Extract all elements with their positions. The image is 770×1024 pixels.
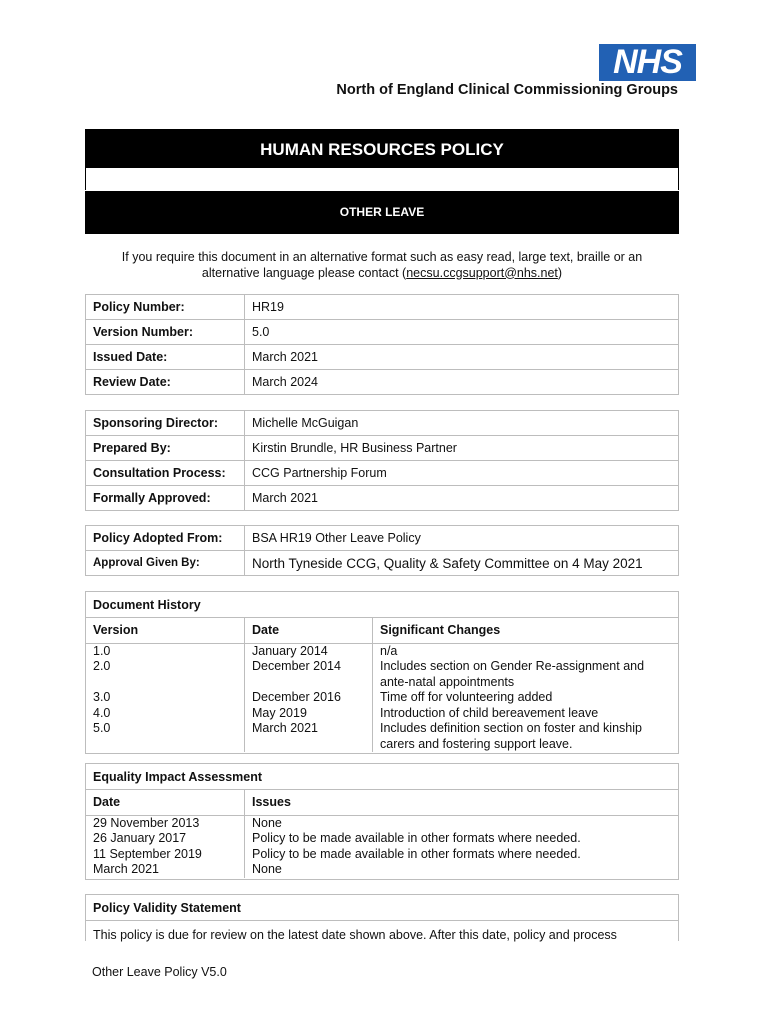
section-heading: Equality Impact Assessment <box>86 764 678 790</box>
field-label: Approval Given By: <box>86 551 245 576</box>
change-cell: n/a <box>380 643 398 658</box>
change-cell: carers and fostering support leave. <box>380 736 573 751</box>
validity-statement <box>85 894 679 941</box>
date-cell: 29 November 2013 <box>93 815 200 830</box>
field-value: March 2024 <box>245 370 679 395</box>
document-history-table <box>85 591 679 754</box>
section-heading: Document History <box>86 592 678 618</box>
page-footer: Other Leave Policy V5.0 <box>92 965 227 979</box>
column-header: Issues <box>252 795 291 809</box>
table-row <box>86 295 679 320</box>
column-header: Version <box>86 618 245 643</box>
spacer <box>252 737 365 753</box>
column-header: Significant Changes <box>380 623 501 637</box>
table-row <box>86 436 679 461</box>
field-value: BSA HR19 Other Leave Policy <box>245 526 679 551</box>
field-value: North Tyneside CCG, Quality & Safety Committee on 4 May 2021 <box>245 551 679 576</box>
issue-cell: None <box>252 815 282 830</box>
spacer <box>93 737 237 753</box>
date-column <box>245 644 373 753</box>
column-header: Date <box>245 618 373 643</box>
field-label: Review Date: <box>86 370 245 395</box>
change-cell: Time off for volunteering added <box>380 690 553 704</box>
table-row <box>86 411 679 436</box>
date-cell: December 2016 <box>252 690 341 704</box>
change-cell: Introduction of child bereavement leave <box>380 705 599 720</box>
changes-column <box>373 644 678 753</box>
table-row <box>86 370 679 395</box>
column-header: Date <box>86 790 245 815</box>
column-header-row <box>86 618 678 644</box>
version-column <box>86 644 245 753</box>
field-label: Consultation Process: <box>86 461 245 486</box>
issue-cell: Policy to be made available in other formats where needed. <box>252 831 581 845</box>
field-value: CCG Partnership Forum <box>245 461 679 486</box>
field-label: Prepared By: <box>86 436 245 461</box>
title-spacer <box>85 168 679 190</box>
column-header-row <box>86 790 678 816</box>
field-value: 5.0 <box>245 320 679 345</box>
policy-info-table <box>85 294 679 395</box>
issue-cell: None <box>252 862 282 876</box>
issue-cell: Policy to be made available in other formats where needed. <box>252 846 581 861</box>
change-cell: Includes section on Gender Re-assignment and <box>380 659 645 673</box>
version-cell: 5.0 <box>93 721 111 735</box>
date-cell: 11 September 2019 <box>93 846 202 861</box>
field-value: Kirstin Brundle, HR Business Partner <box>245 436 679 461</box>
date-cell: January 2014 <box>252 643 328 658</box>
validity-text: This policy is due for review on the latest date shown above. After this date, policy and process <box>93 928 617 942</box>
notice-line-1: If you require this document in an alternative format such as easy read, large text, braille or an <box>121 250 643 264</box>
field-value: March 2021 <box>245 345 679 370</box>
field-value: March 2021 <box>245 486 679 511</box>
version-cell: 4.0 <box>93 705 111 720</box>
contact-email-link[interactable]: necsu.ccgsupport@nhs.net <box>406 265 558 280</box>
table-row <box>86 345 679 370</box>
version-cell: 1.0 <box>93 643 111 658</box>
field-value: Michelle McGuigan <box>245 411 679 436</box>
field-value: HR19 <box>245 295 679 320</box>
field-label: Issued Date: <box>86 345 245 370</box>
section-heading: Policy Validity Statement <box>86 895 678 921</box>
organisation-name: North of England Clinical Commissioning Groups <box>336 82 678 98</box>
table-row <box>86 551 679 576</box>
table-row <box>86 816 678 879</box>
date-column <box>86 816 245 878</box>
date-cell: December 2014 <box>252 659 341 673</box>
field-label: Version Number: <box>86 320 245 345</box>
adoption-info-table <box>85 525 679 576</box>
notice-prefix: alternative language please contact ( <box>201 265 407 280</box>
sponsor-info-table <box>85 410 679 511</box>
date-cell: May 2019 <box>252 705 307 720</box>
table-row <box>86 644 678 754</box>
date-cell: 26 January 2017 <box>93 831 187 845</box>
spacer <box>252 675 365 691</box>
change-cell: Includes definition section on foster and kinship <box>380 721 642 735</box>
field-label: Sponsoring Director: <box>86 411 245 436</box>
field-label: Policy Adopted From: <box>86 526 245 551</box>
document-title: HUMAN RESOURCES POLICY <box>85 129 679 168</box>
document-subtitle: OTHER LEAVE <box>85 191 679 234</box>
table-row <box>86 320 679 345</box>
version-cell: 3.0 <box>93 690 111 704</box>
spacer <box>93 675 237 691</box>
notice-line-2 <box>85 266 679 282</box>
field-label: Policy Number: <box>86 295 245 320</box>
notice-suffix: ) <box>557 265 563 280</box>
table-row <box>86 526 679 551</box>
table-row <box>86 461 679 486</box>
issues-column <box>245 816 678 878</box>
alternative-format-notice <box>85 250 679 281</box>
change-cell: ante-natal appointments <box>380 674 515 689</box>
date-cell: March 2021 <box>93 862 160 876</box>
nhs-logo: NHS <box>599 44 696 81</box>
date-cell: March 2021 <box>252 721 319 735</box>
version-cell: 2.0 <box>93 659 111 673</box>
field-label: Formally Approved: <box>86 486 245 511</box>
table-row <box>86 486 679 511</box>
equality-impact-table <box>85 763 679 880</box>
